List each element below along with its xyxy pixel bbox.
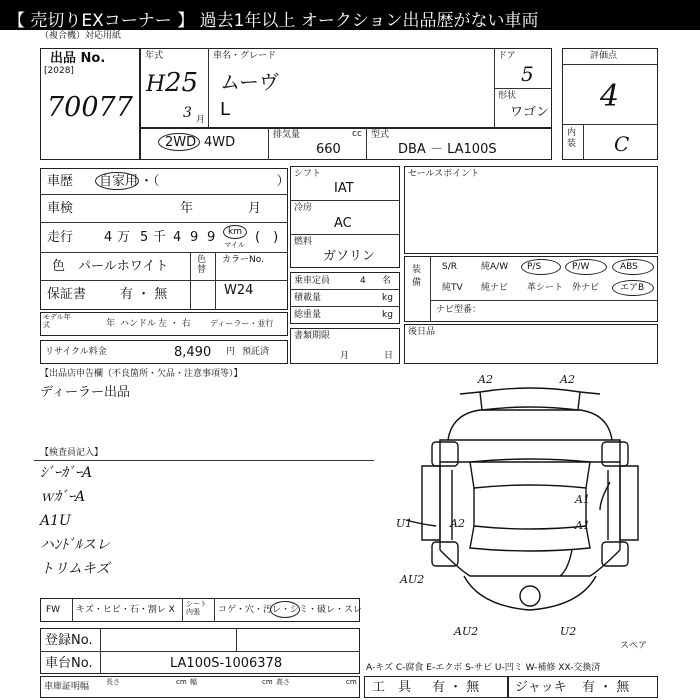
mileage-d1: 4 <box>173 230 182 245</box>
inspector-note: A1U <box>40 513 71 529</box>
recycle-unit: 円 <box>226 347 236 357</box>
handle-label: ハンドル <box>120 319 157 329</box>
recycle-note: 預託済 <box>242 347 270 357</box>
chassis-value: LA100S-1006378 <box>170 656 283 671</box>
damage-mark: AU2 <box>400 573 425 586</box>
warranty-label: 保証書 <box>47 287 87 302</box>
sales-point-box <box>404 166 658 254</box>
fuel-label: 燃料 <box>294 237 313 247</box>
damage-mark: U1 <box>396 517 413 530</box>
color-label: 色 <box>52 259 66 274</box>
lot-stamp: [2028] <box>44 66 74 76</box>
sales-point-label: セールスポイント <box>408 169 480 179</box>
warranty-value: 有 ・ 無 <box>120 287 168 302</box>
damage-mark: AU2 <box>454 625 479 638</box>
later-box <box>404 324 658 364</box>
model-name: ムーヴ <box>220 70 279 94</box>
cert-cm2: cm <box>262 678 273 686</box>
eq-ps-circle <box>521 259 561 275</box>
seller-notes-label: 【出品店申告欄（不良箇所・欠品・注意事項等）】 <box>40 369 243 379</box>
inspection-month: 月 <box>248 201 262 216</box>
registration-label: 登録No. <box>45 633 93 648</box>
load-unit: kg <box>382 293 393 303</box>
lot-number: 70077 <box>47 92 133 123</box>
capacity-unit: 名 <box>382 276 392 286</box>
color-code-label: カラーNo. <box>222 255 264 265</box>
shape-value: ワゴン <box>510 105 550 120</box>
jack-value: 有 ・ 無 <box>582 680 630 695</box>
shift-label: シフト <box>294 169 322 179</box>
doors-value: 5 <box>521 62 534 86</box>
damage-mark: A2 <box>560 373 575 386</box>
type-label: 型式 <box>371 130 390 140</box>
equipment-item: 外ナビ <box>572 283 600 293</box>
mileage-man-unit: 万 <box>117 230 131 245</box>
inspector-note: ハﾝﾄﾞﾙスレ <box>40 537 110 553</box>
eq-airbag-circle <box>612 280 654 296</box>
score-label: 評価点 <box>590 51 618 61</box>
displacement-unit: cc <box>352 129 362 139</box>
total-weight-label: 総重量 <box>294 310 322 320</box>
damage-mark: A2 <box>450 517 465 530</box>
history-rest: ・（ ） <box>140 174 290 189</box>
mileage-d2: 9 <box>190 230 199 245</box>
spare-label: スペア <box>620 641 648 651</box>
eq-abs-circle <box>612 259 654 275</box>
shift-value: IAT <box>334 181 354 196</box>
navi-label: ナビ型番： <box>436 305 482 315</box>
seller-notes-value: ディーラー出品 <box>40 385 130 400</box>
year-month: 3 <box>183 105 192 121</box>
lot-label: 出品 No. <box>50 51 106 66</box>
cert-wid: 幅 <box>190 678 197 686</box>
inspector-note: トリムキズ <box>40 561 110 577</box>
interior-value: C <box>614 132 630 156</box>
capacity-label: 乗車定員 <box>294 276 331 286</box>
damage-legend: A-キズ C-腐食 E-エクボ S-サビ U-凹ミ W-補修 XX-交換済 <box>366 663 601 673</box>
fw-items: キズ・ヒビ・石・割レ X <box>76 605 175 615</box>
cert-cm1: cm <box>176 678 187 686</box>
equipment-item: ABS <box>620 262 638 272</box>
damage-diagram <box>400 370 660 640</box>
tools-label: 工 具 <box>372 680 412 695</box>
header-banner: 【 売切りEXコーナー 】 過去1年以上 オークション出品歴がない車両 <box>0 0 700 30</box>
mileage-sen-unit: 千 <box>153 230 167 245</box>
cert-cm3: cm <box>346 678 357 686</box>
color-code: W24 <box>224 283 254 298</box>
displacement-value: 660 <box>316 142 341 157</box>
mileage-mile: マイル <box>224 241 245 249</box>
damage-mark: A2 <box>478 373 493 386</box>
year-label: 年式 <box>145 51 164 61</box>
ac-label: 冷房 <box>294 203 313 213</box>
mileage-man: 4 <box>104 230 113 245</box>
model-label: 車名・グレード <box>213 51 277 61</box>
capacity-value: 4 <box>360 276 366 286</box>
damage-mark: U2 <box>560 625 577 638</box>
damage-mark: A1 <box>575 519 590 532</box>
recycle-value: 8,490 <box>174 345 212 360</box>
load-label: 積載量 <box>294 293 322 303</box>
damage-mark: A1 <box>575 493 590 506</box>
inspector-note: ｗｶﾞｰA <box>40 489 86 505</box>
color-change: 色替 <box>197 255 207 275</box>
cert-len: 長さ <box>106 678 120 686</box>
sub-note: （複合機）対応用紙 <box>40 31 122 41</box>
mileage-km: km <box>228 227 242 237</box>
equipment-item: S/R <box>442 262 457 272</box>
import-label: ディーラー・並行 <box>210 319 274 328</box>
model-year-unit: 年 <box>106 319 116 329</box>
drive-4wd: 4WD <box>204 135 236 150</box>
model-grade: L <box>220 99 231 120</box>
eq-pw-circle <box>565 259 607 275</box>
cert-label: 車庫証明幅 <box>44 682 90 692</box>
equipment-item: 純ナビ <box>481 283 509 293</box>
docs-day: 日 <box>384 351 394 361</box>
mileage-sen: 5 <box>140 230 149 245</box>
cert-hei: 高さ <box>276 678 290 686</box>
doors-label: ドア <box>498 51 516 61</box>
equipment-item: エアB <box>620 283 645 293</box>
total-weight-unit: kg <box>382 310 393 320</box>
equipment-label: 装備 <box>412 265 422 288</box>
score-value: 4 <box>600 79 620 114</box>
fw-label: FW <box>46 605 61 615</box>
equipment-item: P/S <box>527 262 542 272</box>
mileage-d3: 9 <box>207 230 216 245</box>
ac-value: AC <box>334 216 352 231</box>
color-value: パールホワイト <box>78 259 169 274</box>
inspector-label: 【検査員記入】 <box>40 448 104 458</box>
docs-label: 書類期限 <box>294 331 331 341</box>
drive-2wd: 2WD <box>165 135 197 150</box>
equipment-item: P/W <box>572 262 590 272</box>
later-label: 後日品 <box>408 327 436 337</box>
shape-label: 形状 <box>498 91 517 101</box>
chassis-label: 車台No. <box>45 656 93 671</box>
equipment-item: 純TV <box>442 283 463 293</box>
seat-items: コゲ・穴・汚レ・シミ・破レ・スレ <box>218 605 363 615</box>
inspector-note: ｼﾞｰｶﾞｰA <box>40 465 93 481</box>
docs-unit: 月 <box>340 351 350 361</box>
inspection-year: 年 <box>180 201 194 216</box>
year-month-unit: 月 <box>196 115 206 125</box>
tools-value: 有 ・ 無 <box>432 680 480 695</box>
history-label: 車歴 <box>47 174 74 189</box>
interior-label: 内装 <box>567 128 577 149</box>
jack-label: ジャッキ <box>515 680 567 695</box>
mileage-label: 走行 <box>47 230 74 245</box>
equipment-item: 純A/W <box>481 262 509 272</box>
handle-opts: 左 ・ 右 <box>158 319 191 329</box>
model-year-label: モデル年式 <box>43 313 71 329</box>
history-value: 自家用 <box>99 174 139 189</box>
equipment-item: 革シート <box>527 283 564 293</box>
recycle-label: リサイクル料金 <box>45 347 107 357</box>
year-value: 25 <box>165 68 199 98</box>
year-era: H <box>146 72 166 97</box>
fuel-value: ガソリン <box>323 249 376 264</box>
inspection-label: 車検 <box>47 201 74 216</box>
type-value: DBA － LA100S <box>398 142 497 157</box>
displacement-label: 排気量 <box>273 130 301 140</box>
seat-label: シート内張 <box>186 600 207 616</box>
